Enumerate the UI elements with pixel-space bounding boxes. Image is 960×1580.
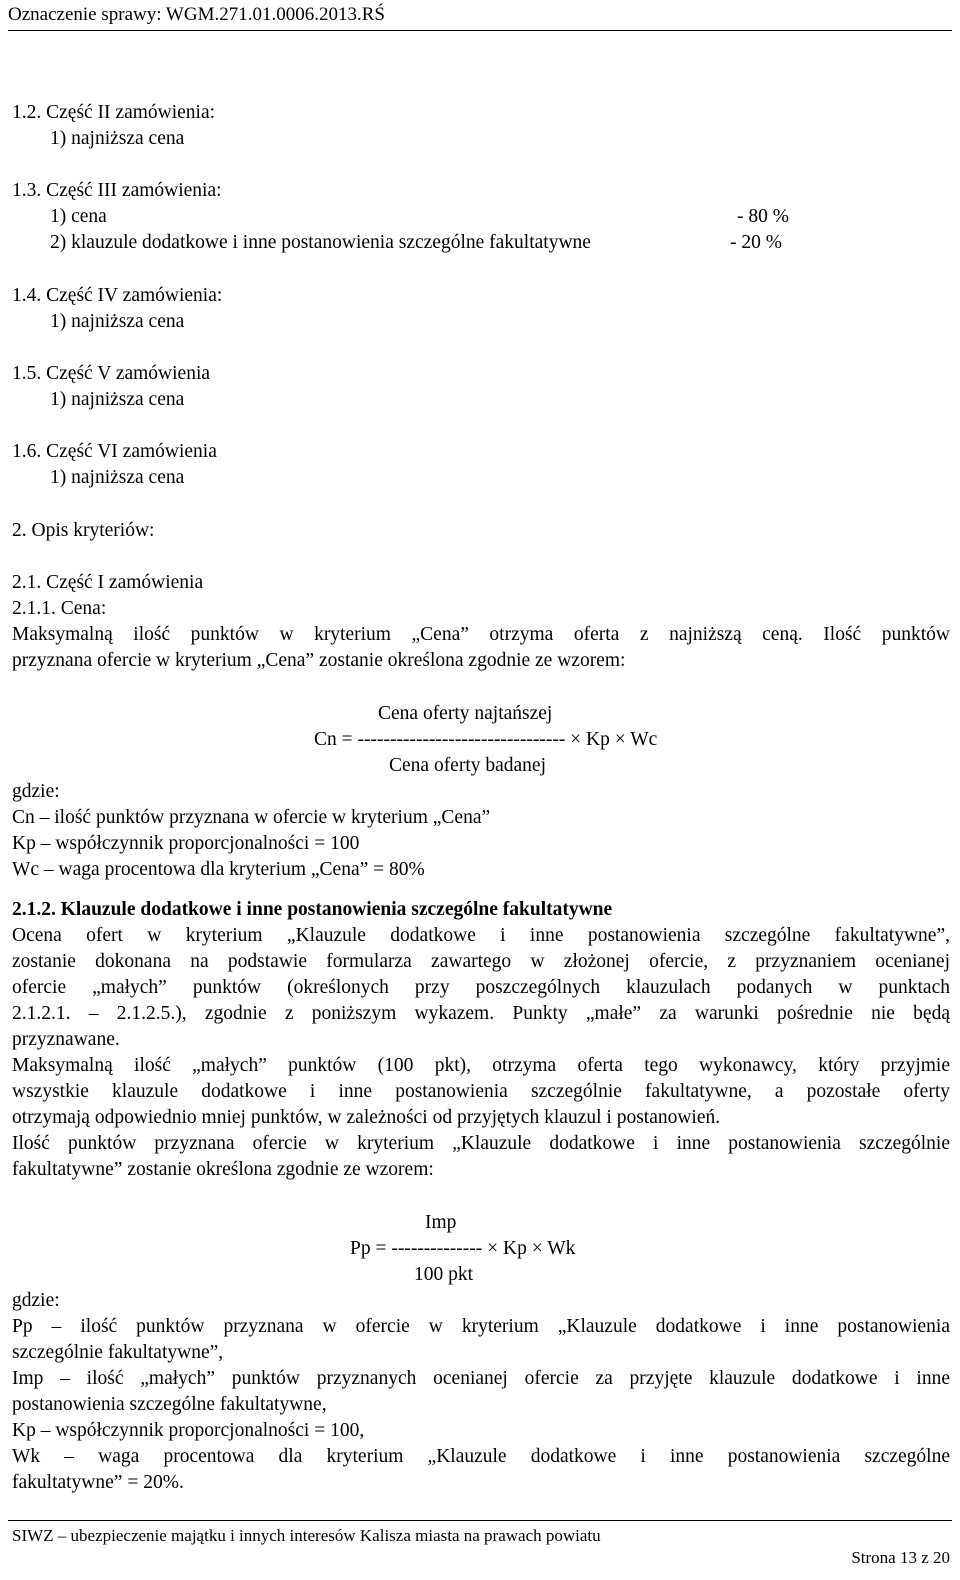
footer-document-title: SIWZ – ubezpieczenie majątku i innych interesów Kalisza miasta na prawach powiatu (12, 1526, 601, 1545)
case-reference-header: Oznaczenie sprawy: WGM.271.01.0006.2013.RŚ (8, 4, 385, 25)
legend-imp-line: postanowienia szczególne fakultatywne, (12, 1394, 327, 1415)
klauzule-paragraph-line: 2.1.2.1. – 2.1.2.5.), zgodnie z poniższym wykazem. Punkty „małe” za warunki pośrednie nie będą (12, 1003, 950, 1024)
legend-cena-wc: Wc – waga procentowa dla kryterium „Cena” = 80% (12, 859, 425, 880)
footer-rule (8, 1520, 952, 1521)
klauzule-paragraph-line: zostanie dokonana na podstawie formularza zawartego w złożonej ofercie, z przyznaniem ocenianej (12, 951, 950, 972)
klauzule-paragraph-line: wszystkie klauzule dodatkowe i inne postanowienia szczególnie fakultatywne, a pozostałe oferty (12, 1081, 950, 1102)
cena-paragraph-line: Maksymalną ilość punktów w kryterium „Cena” otrzyma oferta z najniższą ceną. Ilość punktów (12, 624, 950, 645)
formula-pp-main: Pp = -------------- × Kp × Wk (350, 1238, 576, 1259)
section-2-1-1-title: 2.1.1. Cena: (12, 598, 107, 619)
section-2-1-title: 2.1. Część I zamówienia (12, 572, 204, 593)
legend-wk-line: fakultatywne” = 20%. (12, 1472, 184, 1493)
klauzule-paragraph-line: Ilość punktów przyznana ofercie w kryterium „Klauzule dodatkowe i inne postanowienia szczególnie (12, 1133, 950, 1154)
legend-kp: Kp – współczynnik proporcjonalności = 100, (12, 1420, 365, 1441)
section-2-1-2-title: 2.1.2. Klauzule dodatkowe i inne postanowienia szczególne fakultatywne (12, 899, 613, 920)
section-2-title: 2. Opis kryteriów: (12, 520, 155, 541)
formula-cena-numerator: Cena oferty najtańszej (378, 703, 553, 724)
section-1-5-title: 1.5. Część V zamówienia (12, 363, 211, 384)
section-1-4-title: 1.4. Część IV zamówienia: (12, 285, 223, 306)
section-1-3-item2-value: - 20 % (730, 232, 782, 253)
section-1-4-item: 1) najniższa cena (50, 311, 185, 332)
section-1-3-item1-value: - 80 % (737, 206, 789, 227)
cena-paragraph-line: przyznana ofercie w kryterium „Cena” zostanie określona zgodnie ze wzorem: (12, 650, 626, 671)
legend-pp-line: Pp – ilość punktów przyznana w ofercie w kryterium „Klauzule dodatkowe i inne postanowienia (12, 1316, 950, 1337)
header-rule (8, 30, 952, 31)
section-1-2-title: 1.2. Część II zamówienia: (12, 102, 216, 123)
section-1-5-item: 1) najniższa cena (50, 389, 185, 410)
legend-pp-line: szczególnie fakultatywne”, (12, 1342, 224, 1363)
section-1-2-item: 1) najniższa cena (50, 128, 185, 149)
legend-wk-line: Wk – waga procentowa dla kryterium „Klauzule dodatkowe i inne postanowienia szczególne (12, 1446, 950, 1467)
klauzule-paragraph-line: fakultatywne” zostanie określona zgodnie ze wzorem: (12, 1159, 434, 1180)
section-1-3-item2-label: 2) klauzule dodatkowe i inne postanowienia szczególne fakultatywne (50, 232, 591, 253)
klauzule-paragraph-line: Maksymalną ilość „małych” punktów (100 pkt), otrzyma oferta tego wykonawcy, który przyjmie (12, 1055, 950, 1076)
formula-pp-denominator: 100 pkt (414, 1264, 474, 1285)
klauzule-paragraph-line: otrzymają odpowiednio mniej punktów, w zależności od przyjętych klauzul i postanowień. (12, 1107, 721, 1128)
page-number: Strona 13 z 20 (851, 1548, 950, 1567)
legend-cena-kp: Kp – współczynnik proporcjonalności = 100 (12, 833, 360, 854)
legend-cena-gdzie: gdzie: (12, 781, 60, 802)
klauzule-paragraph-line: przyznawane. (12, 1029, 120, 1050)
legend-pp-gdzie: gdzie: (12, 1290, 60, 1311)
section-1-6-item: 1) najniższa cena (50, 467, 185, 488)
legend-cena-cn: Cn – ilość punktów przyznana w ofercie w kryterium „Cena” (12, 807, 491, 828)
formula-pp-numerator: Imp (425, 1212, 457, 1233)
section-1-6-title: 1.6. Część VI zamówienia (12, 441, 217, 462)
section-1-3-item1-label: 1) cena (50, 206, 107, 227)
formula-cena-main: Cn = -------------------------------- × Kp × Wc (314, 729, 658, 750)
legend-imp-line: Imp – ilość „małych” punktów przyznanych ocenianej ofercie za przyjęte klauzule dodatkowe i inne (12, 1368, 950, 1389)
klauzule-paragraph-line: Ocena ofert w kryterium „Klauzule dodatkowe i inne postanowienia szczególne fakultatywne”, (12, 925, 950, 946)
klauzule-paragraph-line: ofercie „małych” punktów (określonych przy poszczególnych klauzulach podanych w punktach (12, 977, 950, 998)
formula-cena-denominator: Cena oferty badanej (389, 755, 547, 776)
section-1-3-title: 1.3. Część III zamówienia: (12, 180, 222, 201)
